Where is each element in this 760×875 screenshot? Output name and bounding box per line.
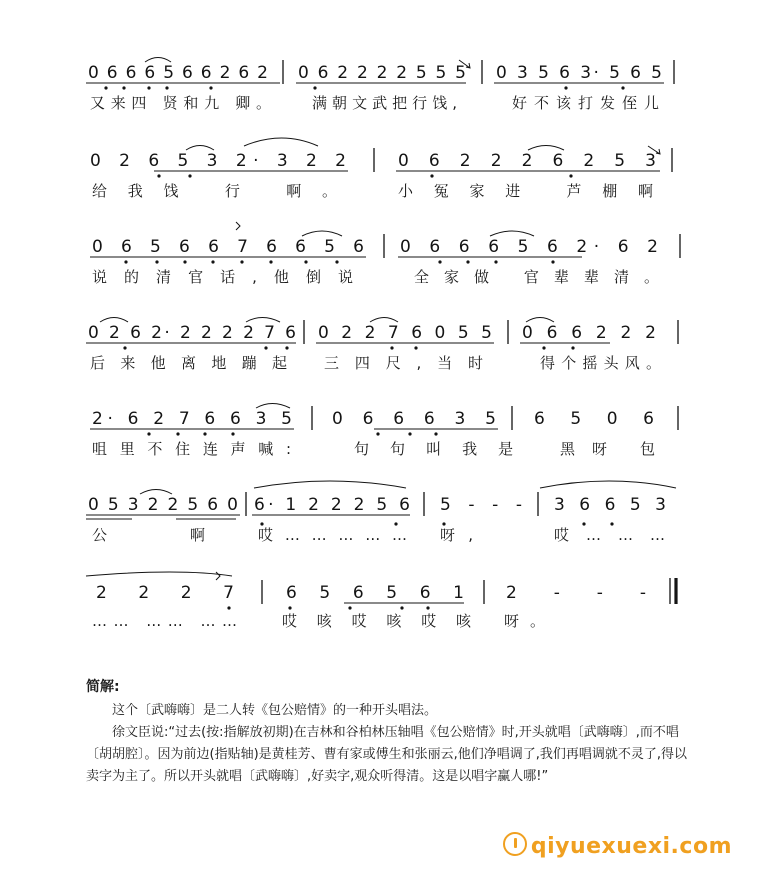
octave-dot bbox=[147, 86, 150, 89]
measure-notes: 0 6 6 6 3 5 bbox=[332, 409, 496, 429]
octave-dot bbox=[231, 432, 234, 435]
lyric-line: 句句叫我是 黑 bbox=[354, 440, 576, 458]
octave-dot bbox=[209, 86, 212, 89]
measure-notes: 0 2 6 5 3 2· 3 2 2 bbox=[90, 151, 346, 171]
measure-notes: 0 2 6 2· 2 2 2 2 7 6 bbox=[88, 323, 296, 343]
lyric-line: 全家做 官辈辈清。 bbox=[414, 268, 660, 286]
explanation-paragraph: 这个〔武嗨嗨〕是二人转《包公赔情》的一种开头唱法。 bbox=[112, 703, 438, 718]
octave-dot bbox=[240, 260, 243, 263]
octave-dot bbox=[124, 260, 127, 263]
slur bbox=[100, 318, 128, 323]
octave-dot bbox=[348, 606, 351, 609]
lyric-line: 小冤家进 芦棚啊 bbox=[398, 182, 654, 200]
tie-continuation bbox=[86, 572, 232, 576]
lyric-line: 哎 咳 哎 咳 哎 咳 bbox=[282, 612, 472, 630]
measure-notes: 0 3 5 6 3· 5 6 5 bbox=[496, 63, 662, 83]
octave-dot bbox=[269, 260, 272, 263]
octave-dot bbox=[400, 606, 403, 609]
slur bbox=[528, 146, 564, 151]
lyric-line: 呀。 bbox=[504, 612, 546, 630]
measure-notes: 0 6 2 2 2 6 2 5 3 bbox=[398, 151, 656, 171]
lyric-line: 给我饯 行 啊。 bbox=[92, 182, 338, 200]
slur bbox=[302, 231, 342, 236]
octave-dot bbox=[394, 522, 397, 525]
grace-mark bbox=[216, 572, 220, 580]
octave-dot bbox=[582, 522, 585, 525]
slur bbox=[186, 146, 214, 151]
measure-notes: 3 6 6 5 3 bbox=[554, 495, 666, 515]
octave-dot bbox=[203, 432, 206, 435]
octave-dot bbox=[313, 86, 316, 89]
slur bbox=[244, 138, 318, 146]
octave-dot bbox=[551, 260, 554, 263]
score-row-1 bbox=[86, 58, 674, 113]
note-logo-icon bbox=[503, 832, 527, 856]
score-row-5 bbox=[90, 404, 678, 459]
lyric-line: 公 啊 bbox=[92, 526, 206, 544]
measure-notes: 6 5 6 5 6 1 bbox=[286, 583, 464, 603]
octave-dot bbox=[147, 432, 150, 435]
measure-notes: 6 5 0 6 bbox=[534, 409, 654, 429]
octave-dot bbox=[288, 606, 291, 609]
lyric-line: 好不该打发侄儿 bbox=[512, 94, 660, 112]
slur bbox=[246, 318, 280, 323]
measure-notes: 0 2 2 7 6 0 5 5 bbox=[318, 323, 492, 343]
octave-dot bbox=[569, 174, 572, 177]
octave-dot bbox=[104, 86, 107, 89]
explanation-section bbox=[86, 676, 696, 788]
score-row-7 bbox=[86, 572, 676, 630]
octave-dot bbox=[123, 346, 126, 349]
octave-dot bbox=[542, 346, 545, 349]
octave-dot bbox=[211, 260, 214, 263]
lyric-line: 哎……… bbox=[554, 526, 666, 544]
measure-notes: 0 6 6 6 5 6 2· 6 2 bbox=[400, 237, 658, 257]
octave-dot bbox=[227, 606, 230, 609]
watermark-text: qiyuexuexi.com bbox=[530, 834, 732, 859]
slur bbox=[526, 318, 554, 323]
octave-dot bbox=[285, 346, 288, 349]
slur bbox=[254, 481, 406, 488]
lyric-line: 哎…………… bbox=[258, 526, 408, 544]
lyric-line: 咀里不住连声喊: bbox=[92, 440, 292, 458]
octave-dot bbox=[621, 86, 624, 89]
octave-dot bbox=[376, 432, 379, 435]
octave-dot bbox=[390, 346, 393, 349]
octave-dot bbox=[304, 260, 307, 263]
lyric-line: 后来他离地蹦起 bbox=[90, 354, 288, 372]
explanation-paragraph: 徐文臣说:“过去(按:指解放初期)在吉林和谷柏林压轴唱《包公赔情》时,开头就唱〔武嗨嗨〕,而不唱〔胡胡腔〕。因为前边(指贴轴)是黄桂芳、曹有家或傅生和张丽云,他们净唱调了,我们再唱调就不灵了,得以卖字为主了。所以开头就唱〔武嗨嗨〕,好卖字,观众听得清。这是以唱字赢人哪!” bbox=[86, 725, 688, 784]
slur bbox=[256, 404, 290, 409]
measure-notes: 0 6 6 2 2 2 bbox=[522, 323, 656, 343]
score-row-3 bbox=[90, 222, 680, 286]
slur bbox=[370, 318, 398, 323]
measure-notes: 0 6 2 2 2 2 5 5 5 bbox=[298, 63, 466, 83]
octave-dot bbox=[414, 346, 417, 349]
octave-dot bbox=[426, 606, 429, 609]
measure-notes: 2 2 2 7 bbox=[96, 583, 234, 603]
measure-notes: 2 - - - bbox=[506, 583, 646, 603]
lyric-line: 满朝文武把行饯, bbox=[312, 94, 458, 112]
octave-dot bbox=[564, 86, 567, 89]
measure-notes: 5 - - - bbox=[440, 495, 522, 515]
octave-dot bbox=[176, 432, 179, 435]
measure-notes: 2· 6 2 7 6 6 3 5 bbox=[92, 409, 292, 429]
octave-dot bbox=[165, 86, 168, 89]
octave-dot bbox=[408, 432, 411, 435]
octave-dot bbox=[434, 432, 437, 435]
lyric-line: 呀 包 bbox=[592, 440, 656, 458]
explanation-title: 简解: bbox=[86, 679, 120, 695]
octave-dot bbox=[335, 260, 338, 263]
octave-dot bbox=[157, 174, 160, 177]
measure-notes: 0 5 3 2 2 5 6 0 bbox=[88, 495, 238, 515]
octave-dot bbox=[494, 260, 497, 263]
measure-notes: 0 6 5 6 6 7 6 6 5 6 bbox=[92, 237, 365, 257]
slur bbox=[145, 58, 171, 63]
grace-mark bbox=[236, 222, 240, 230]
lyric-line: …… …… …… bbox=[92, 612, 238, 630]
tie bbox=[540, 481, 676, 488]
octave-dot bbox=[610, 522, 613, 525]
site-watermark bbox=[503, 832, 732, 859]
lyric-line: 得个摇头风。 bbox=[540, 354, 662, 372]
score-row-4 bbox=[86, 318, 678, 373]
lyric-line: 三四尺,当时 bbox=[324, 354, 484, 372]
octave-dot bbox=[188, 174, 191, 177]
octave-dot bbox=[155, 260, 158, 263]
octave-dot bbox=[438, 260, 441, 263]
measure-notes: 6· 1 2 2 2 5 6 bbox=[254, 495, 410, 515]
lyric-line: 又来四 贤和九 卿。 bbox=[90, 94, 272, 112]
lyric-line: 说的清官话,他倒说 bbox=[92, 268, 354, 286]
octave-dot bbox=[260, 522, 263, 525]
octave-dot bbox=[466, 260, 469, 263]
slur bbox=[140, 490, 172, 495]
measure-notes: 0 6 6 6 5 6 6 2 6 2 bbox=[88, 63, 268, 83]
lyric-line: 呀, bbox=[440, 526, 474, 544]
octave-dot bbox=[430, 174, 433, 177]
score-row-6 bbox=[86, 481, 676, 544]
octave-dot bbox=[264, 346, 267, 349]
slur bbox=[490, 231, 534, 236]
octave-dot bbox=[122, 86, 125, 89]
octave-dot bbox=[183, 260, 186, 263]
octave-dot bbox=[571, 346, 574, 349]
octave-dot bbox=[442, 522, 445, 525]
score-row-2 bbox=[90, 138, 672, 200]
